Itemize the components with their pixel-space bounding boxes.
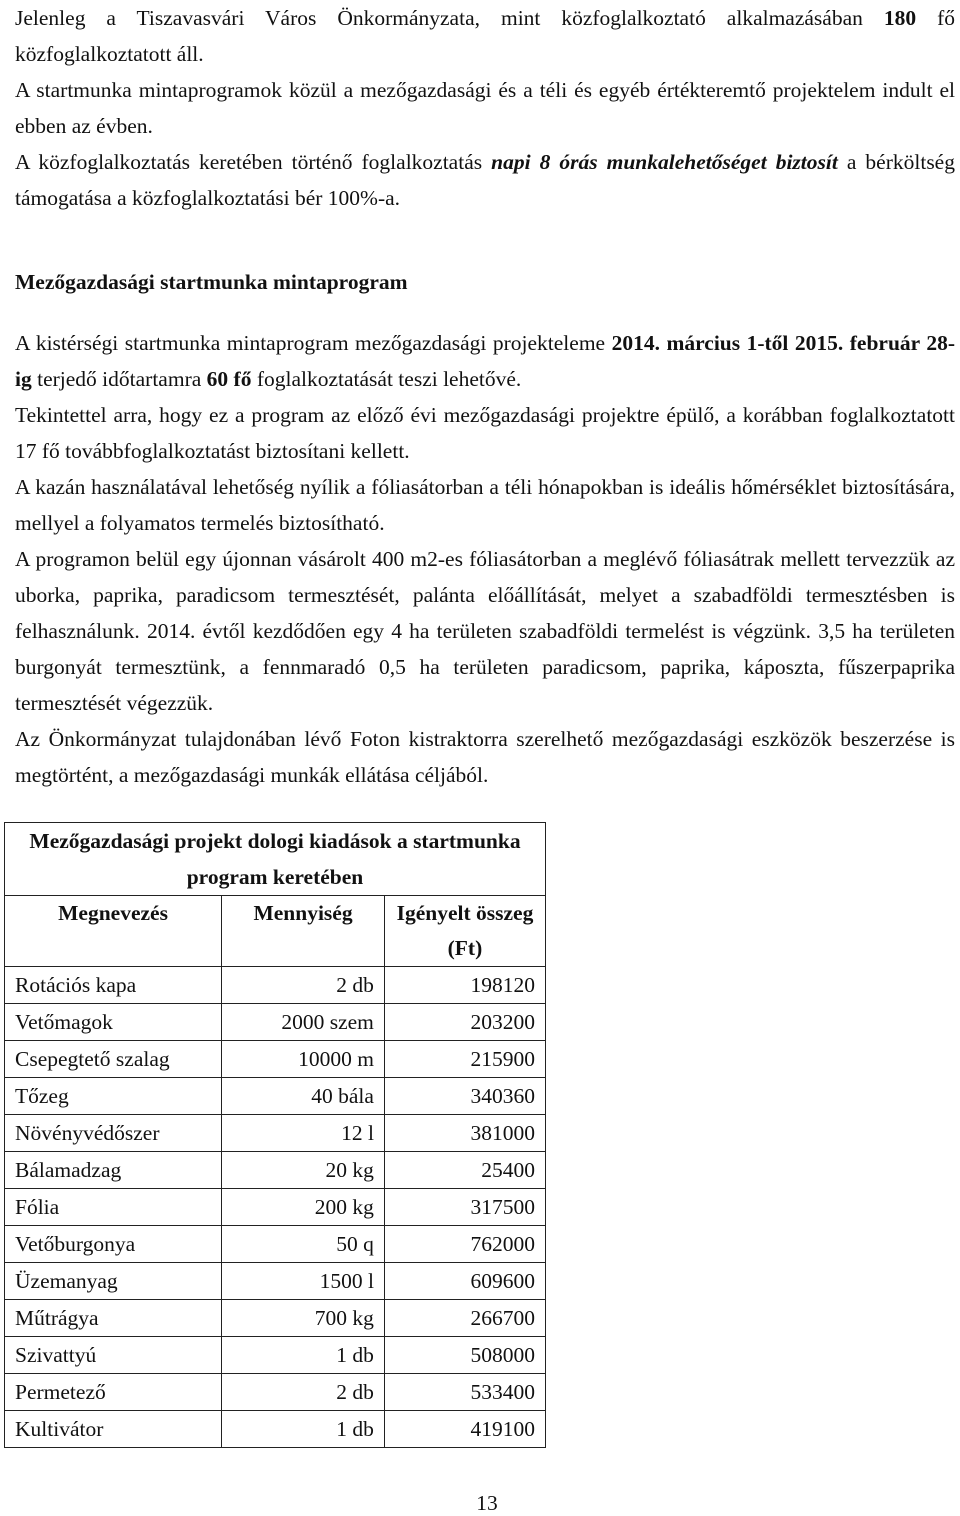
section-paragraph-5: Az Önkormányzat tulajdonában lévő Foton kistraktorra szerelhető mezőgazdasági eszközök beszerzése is megtörtént, a mezőgazdasági munkák ellátása céljából. (15, 727, 955, 787)
item-amount: 340360 (384, 1078, 545, 1115)
table-row (5, 1115, 546, 1152)
header-name: Megnevezés (5, 896, 222, 967)
table-row (5, 1374, 546, 1411)
item-amount: 533400 (384, 1374, 545, 1411)
table-row (5, 967, 546, 1004)
section-paragraph-3: A kazán használatával lehetőség nyílik a fóliasátorban a téli hónapokban is ideális hőmérséklet biztosítására, mellyel a folyamatos termelés biztosítható. (15, 475, 955, 535)
table-row (5, 1189, 546, 1226)
expenses-table (4, 822, 546, 1448)
header-quantity: Mennyiség (222, 896, 385, 967)
page-number: 13 (476, 1491, 498, 1515)
item-name: Vetőmagok (5, 1004, 222, 1041)
header-amount: Igényelt összeg (Ft) (384, 896, 545, 967)
item-amount: 198120 (384, 967, 545, 1004)
item-amount: 215900 (384, 1041, 545, 1078)
intro-paragraph-2: A startmunka mintaprogramok közül a mezőgazdasági és a téli és egyéb értékteremtő projektelem indult el ebben az évben. (15, 78, 955, 138)
item-name: Műtrágya (5, 1300, 222, 1337)
section-paragraph-4: A programon belül egy újonnan vásárolt 400 m2-es fóliasátorban a meglévő fóliasátrak mellett tervezzük az uborka, paprika, paradicsom termesztését, palánta előállítását, melyet a szabadföldi termesztésben is felhasználunk. 2014. évtől kezdődően egy 4 ha területen szabadföldi termelést is végzünk. 3,5 ha területen burgonyát termesztünk, a fennmaradó 0,5 ha területen paradicsom, paprika, káposzta, fűszerpaprika termesztését végezzük. (15, 547, 955, 715)
item-name: Tőzeg (5, 1078, 222, 1115)
item-quantity: 200 kg (222, 1189, 385, 1226)
item-quantity: 12 l (222, 1115, 385, 1152)
table-row (5, 1078, 546, 1115)
item-name: Rotációs kapa (5, 967, 222, 1004)
item-name: Szivattyú (5, 1337, 222, 1374)
table-row (5, 1041, 546, 1078)
section-paragraph-2: Tekintettel arra, hogy ez a program az előző évi mezőgazdasági projektre épülő, a korábban foglalkoztatott 17 fő továbbfoglalkoztatást biztosítani kellett. (15, 403, 955, 463)
intro-paragraph-1: Jelenleg a Tiszavasvári Város Önkormányzata, mint közfoglalkoztató alkalmazásában 180 fő közfoglalkoztatott áll. (15, 6, 955, 66)
table-row (5, 1300, 546, 1337)
item-quantity: 50 q (222, 1226, 385, 1263)
item-quantity: 2 db (222, 967, 385, 1004)
item-amount: 508000 (384, 1337, 545, 1374)
document-page (15, 0, 955, 793)
item-quantity: 40 bála (222, 1078, 385, 1115)
item-name: Fólia (5, 1189, 222, 1226)
section-paragraph-1: A kistérségi startmunka mintaprogram mezőgazdasági projekteleme 2014. március 1-től 2015. február 28-ig terjedő időtartamra 60 fő foglalkoztatását teszi lehetővé. (15, 331, 955, 391)
item-name: Vetőburgonya (5, 1226, 222, 1263)
item-quantity: 1 db (222, 1337, 385, 1374)
table-row (5, 1004, 546, 1041)
section-heading: Mezőgazdasági startmunka mintaprogram (15, 270, 408, 294)
intro-paragraph-3: A közfoglalkoztatás keretében történő foglalkoztatás napi 8 órás munkalehetőséget biztosít a bérköltség támogatása a közfoglalkoztatási bér 100%-a. (15, 150, 955, 210)
item-amount: 25400 (384, 1152, 545, 1189)
item-amount: 762000 (384, 1226, 545, 1263)
item-quantity: 2000 szem (222, 1004, 385, 1041)
table-row (5, 1152, 546, 1189)
table-row (5, 1411, 546, 1448)
item-name: Permetező (5, 1374, 222, 1411)
item-quantity: 10000 m (222, 1041, 385, 1078)
table-title: Mezőgazdasági projekt dologi kiadások a startmunka program keretében (5, 823, 546, 896)
table-header-row (5, 896, 546, 967)
item-quantity: 2 db (222, 1374, 385, 1411)
item-name: Kultivátor (5, 1411, 222, 1448)
table-row (5, 1263, 546, 1300)
table-row (5, 1226, 546, 1263)
table-row (5, 1337, 546, 1374)
item-name: Üzemanyag (5, 1263, 222, 1300)
item-name: Csepegtető szalag (5, 1041, 222, 1078)
item-amount: 609600 (384, 1263, 545, 1300)
item-amount: 381000 (384, 1115, 545, 1152)
item-amount: 317500 (384, 1189, 545, 1226)
item-quantity: 1500 l (222, 1263, 385, 1300)
item-name: Növényvédőszer (5, 1115, 222, 1152)
item-quantity: 700 kg (222, 1300, 385, 1337)
item-amount: 419100 (384, 1411, 545, 1448)
item-quantity: 20 kg (222, 1152, 385, 1189)
item-name: Bálamadzag (5, 1152, 222, 1189)
item-amount: 266700 (384, 1300, 545, 1337)
item-amount: 203200 (384, 1004, 545, 1041)
item-quantity: 1 db (222, 1411, 385, 1448)
